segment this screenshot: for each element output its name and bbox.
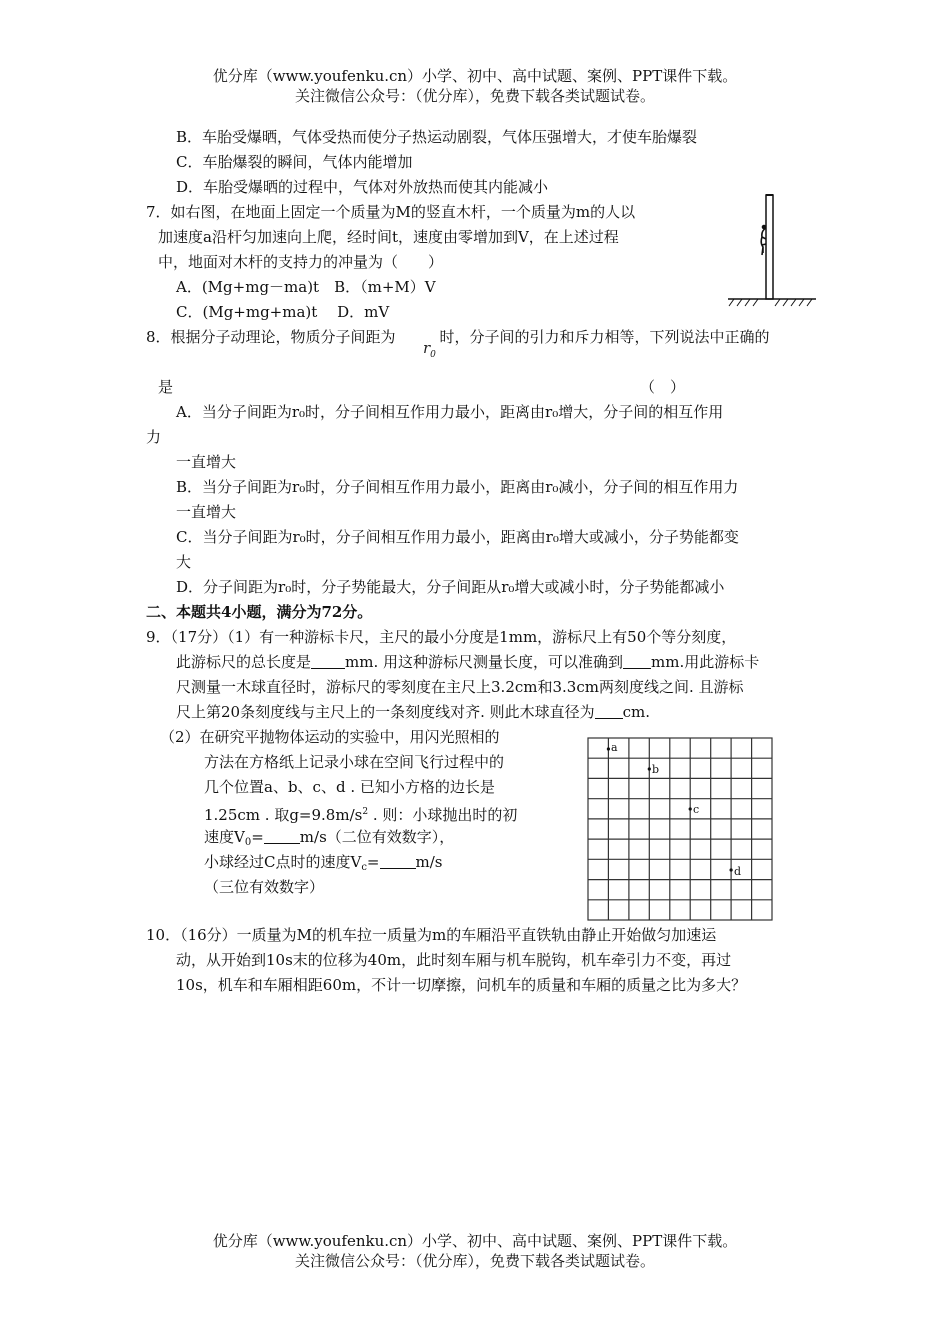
pole-climber-figure <box>724 190 819 312</box>
q7-stem-line-1: 7．如右图，在地面上固定一个质量为M的竖直木杆，一个质量为m的人以 <box>146 203 636 221</box>
grid-label-a: a <box>611 741 618 754</box>
q9-part2-line-5: 速度$V_0= m/s$（二位有效数字）， <box>204 828 455 848</box>
q9-line-3: 尺测量一木球直径时，游标尺的零刻度在主尺上3.2cm和3.3cm两刻度线之间. 且游标 <box>176 678 744 696</box>
r0-symbol: $r_0$ <box>423 339 436 360</box>
q8-option-b-line-1: B．当分子间距为r₀时，分子间相互作用力最小，距离由r₀减小，分子间的相互作用力 <box>176 478 739 496</box>
grid-point-c <box>689 807 692 810</box>
section-2-title: 二、本题共4小题，满分为72分。 <box>146 603 373 621</box>
q7-stem-line-2: 加速度a沿杆匀加速向上爬，经时间t，速度由零增加到V，在上述过程 <box>158 228 619 246</box>
q8-option-c-line-1: C．当分子间距为r₀时，分子间相互作用力最小，距离由r₀增大或减小，分子势能都变 <box>176 528 739 546</box>
q8-stem-before: 8．根据分子动理论，物质分子间距为 <box>146 328 396 346</box>
q8-option-d-line-1: D．分子间距为r₀时，分子势能最大，分子间距从r₀增大或减小时，分子势能都减小 <box>176 578 725 596</box>
q10-line-1: 10．（16分）一质量为M的机车拉一质量为m的车厢沿平直铁轨由静止开始做匀加速运 <box>146 926 717 944</box>
grid-point-d <box>730 868 733 871</box>
footer-line-2: 关注微信公众号：（优分库），免费下载各类试题试卷。 <box>294 1252 655 1270</box>
q7-stem-line-3: 中，地面对木杆的支持力的冲量为（ ） <box>158 253 444 271</box>
q10-line-3: 10s，机车和车厢相距60m，不计一切摩擦，问机车的质量和车厢的质量之比为多大？ <box>176 976 747 994</box>
q7-options-ab: A．(Mg+mg－ma)t B．（m+M）V <box>176 278 436 296</box>
q8-stem-after: 时，分子间的引力和斥力相等，下列说法中正确的 <box>439 328 770 346</box>
header-line-1: 优分库（www.youfenku.cn）小学、初中、高中试题、案例、PPT课件下载。 <box>212 67 738 85</box>
answer-blank-precision[interactable] <box>623 653 651 669</box>
grid-label-d: d <box>734 865 742 878</box>
footer-line-1: 优分库（www.youfenku.cn）小学、初中、高中试题、案例、PPT课件下载。 <box>212 1232 738 1250</box>
q8-option-a-line-1: A．当分子间距为r₀时，分子间相互作用力最小，距离由r₀增大，分子间的相互作用 <box>176 403 724 421</box>
q9-part2-line-4: 1.25cm . 取$g=9.8m/s^2$ . 则：小球抛出时的初 <box>204 806 518 824</box>
q9-part2-line-1: （2）在研究平抛物体运动的实验中，用闪光照相的 <box>160 728 500 746</box>
q8-answer-paren: （ ） <box>640 378 686 396</box>
answer-blank-initial-velocity[interactable] <box>264 828 300 844</box>
q9-line-2: 此游标尺的总长度是 mm. 用这种游标尺测量长度，可以准确到 mm.用此游标卡 <box>176 653 760 671</box>
grid-label-c: c <box>693 803 700 816</box>
q6-option-d: D．车胎受爆晒的过程中，气体对外放热而使其内能减小 <box>176 178 549 196</box>
q10-line-2: 动，从开始到10s末的位移为40m，此时刻车厢与机车脱钩，机车牵引力不变，再过 <box>176 951 732 969</box>
header-line-2: 关注微信公众号：（优分库），免费下载各类试题试卷。 <box>294 87 655 105</box>
grid-point-b <box>648 767 651 770</box>
grid-label-b: b <box>652 763 660 776</box>
grid-point-a <box>607 747 610 750</box>
q9-part2-line-2: 方法在方格纸上记录小球在空间飞行过程中的 <box>204 753 505 771</box>
q8-option-c-line-2: 大 <box>176 553 192 571</box>
q6-option-b: B．车胎受爆晒，气体受热而使分子热运动剧裂，气体压强增大，才使车胎爆裂 <box>176 128 698 146</box>
q7-options-cd: C．(Mg+mg+ma)t D．mV <box>176 303 390 321</box>
answer-blank-diameter[interactable] <box>595 703 623 719</box>
q9-part2-line-6: 小球经过C点时的速度$V_c= m/s$ <box>204 853 443 873</box>
q9-part2-line-3: 几个位置a、b、c、d . 已知小方格的边长是 <box>204 778 495 796</box>
q9-line-1: 9．（17分）（1）有一种游标卡尺，主尺的最小分度是1mm，游标尺上有50个等分刻度， <box>146 628 737 646</box>
q8-option-b-line-2: 一直增大 <box>176 503 237 521</box>
q8-stem-end: 是 <box>158 378 174 396</box>
q8-stem <box>146 327 770 347</box>
q9-part2-line-7: （三位有效数字） <box>204 878 325 896</box>
q8-option-a-line-2: 力 <box>146 428 162 446</box>
q9-line-4: 尺上第20条刻度线与主尺上的一条刻度线对齐. 则此木球直径为 cm. <box>176 703 651 721</box>
q8-option-a-line-3: 一直增大 <box>176 453 237 471</box>
answer-blank-c-velocity[interactable] <box>380 853 416 869</box>
q6-option-c: C．车胎爆裂的瞬间，气体内能增加 <box>176 153 413 171</box>
grid-paper-figure <box>584 735 776 923</box>
answer-blank-total-length[interactable] <box>311 653 345 669</box>
